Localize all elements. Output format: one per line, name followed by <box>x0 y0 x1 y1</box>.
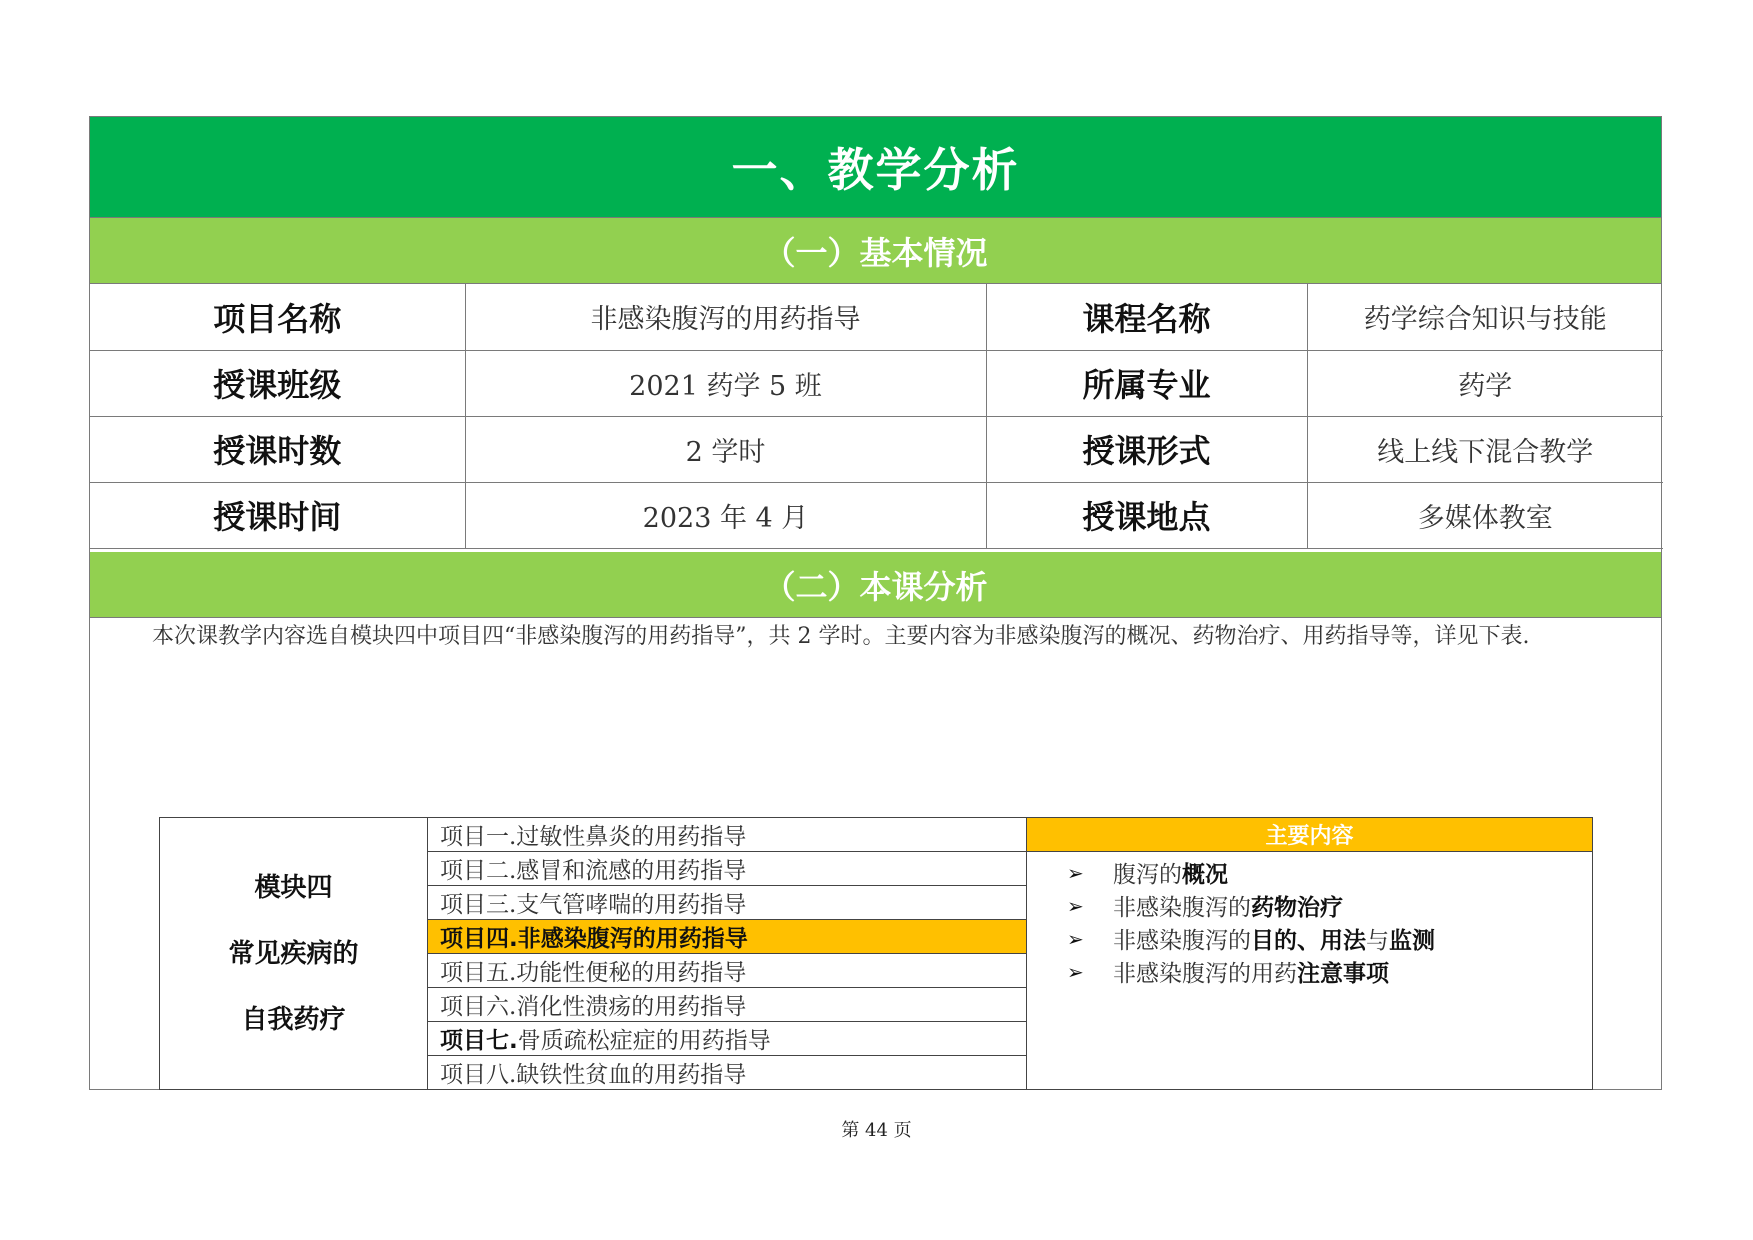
analysis-paragraph: 本次课教学内容选自模块四中项目四“非感染腹泻的用药指导”，共 2 学时。主要内容为非感染腹泻的概况、药物治疗、用药指导等，详见下表. <box>152 624 1530 649</box>
info-row <box>90 284 1663 350</box>
project-item: 项目五.功能性便秘的用药指导 <box>428 954 1027 988</box>
bullet-text: 非感染腹泻的 <box>1113 928 1251 954</box>
content-bullet <box>1027 889 1592 922</box>
value-major: 药学 <box>1307 350 1663 416</box>
arrow-bullet-icon: ➢ <box>1067 860 1084 885</box>
main-content-header: 主要内容 <box>1027 818 1593 852</box>
project-item: 项目二.感冒和流感的用药指导 <box>428 852 1027 886</box>
label-class: 授课班级 <box>90 350 465 416</box>
main-title: 一、教学分析 <box>731 143 1020 197</box>
basic-info-table <box>90 284 1663 549</box>
content-bullet <box>1027 955 1592 988</box>
bullet-bold-text: 药物治疗 <box>1251 895 1343 921</box>
label-location: 授课地点 <box>986 482 1307 548</box>
label-major: 所属专业 <box>986 350 1307 416</box>
value-project-name: 非感染腹泻的用药指导 <box>465 284 986 350</box>
module-table <box>159 817 1593 1090</box>
bullet-bold-text: 概况 <box>1182 862 1228 888</box>
module-name-cell <box>160 818 428 1090</box>
bullet-bold-text: 监测 <box>1389 928 1435 954</box>
label-hours: 授课时数 <box>90 416 465 482</box>
section-analysis-bar <box>90 552 1661 618</box>
main-content-list <box>1027 852 1593 1090</box>
module-name-line3: 自我药疗 <box>241 1004 346 1035</box>
project-item <box>428 1022 1027 1056</box>
content-bullet <box>1027 922 1592 955</box>
content-bullet <box>1027 856 1592 889</box>
info-row <box>90 482 1663 548</box>
arrow-bullet-icon: ➢ <box>1067 926 1084 951</box>
section-basic-info-bar <box>90 218 1661 284</box>
value-location: 多媒体教室 <box>1307 482 1663 548</box>
project-item: 项目一.过敏性鼻炎的用药指导 <box>428 818 1027 852</box>
label-course-name: 课程名称 <box>986 284 1307 350</box>
project-item-current: 项目四.非感染腹泻的用药指导 <box>428 920 1027 954</box>
section-analysis-title: （二）本课分析 <box>763 567 988 606</box>
info-row <box>90 350 1663 416</box>
value-format: 线上线下混合教学 <box>1307 416 1663 482</box>
value-hours: 2 学时 <box>465 416 986 482</box>
bullet-bold-text: 目的、用法 <box>1251 928 1366 954</box>
module-name-line1: 模块四 <box>254 872 333 903</box>
page-number: 第 44 页 <box>841 1120 912 1141</box>
bullet-text: 与 <box>1366 928 1389 954</box>
label-project-name: 项目名称 <box>90 284 465 350</box>
bullet-text: 腹泻的 <box>1113 862 1182 888</box>
arrow-bullet-icon: ➢ <box>1067 893 1084 918</box>
project-item: 项目六.消化性溃疡的用药指导 <box>428 988 1027 1022</box>
value-time: 2023 年 4 月 <box>465 482 986 548</box>
project-item-prefix: 项目七. <box>440 1028 518 1054</box>
main-title-bar <box>90 117 1661 218</box>
bullet-text: 非感染腹泻的用药 <box>1113 961 1297 987</box>
label-time: 授课时间 <box>90 482 465 548</box>
project-item-rest: 骨质疏松症症的用药指导 <box>517 1028 771 1054</box>
value-course-name: 药学综合知识与技能 <box>1307 284 1663 350</box>
value-class: 2021 药学 5 班 <box>465 350 986 416</box>
module-name-line2: 常见疾病的 <box>228 938 359 969</box>
project-item: 项目八.缺铁性贫血的用药指导 <box>428 1056 1027 1090</box>
info-row <box>90 416 1663 482</box>
label-format: 授课形式 <box>986 416 1307 482</box>
bullet-text: 非感染腹泻的 <box>1113 895 1251 921</box>
arrow-bullet-icon: ➢ <box>1067 959 1084 984</box>
bullet-bold-text: 注意事项 <box>1297 961 1389 987</box>
document-frame <box>89 116 1662 1090</box>
project-item: 项目三.支气管哮喘的用药指导 <box>428 886 1027 920</box>
section-basic-info-title: （一）基本情况 <box>763 233 988 272</box>
